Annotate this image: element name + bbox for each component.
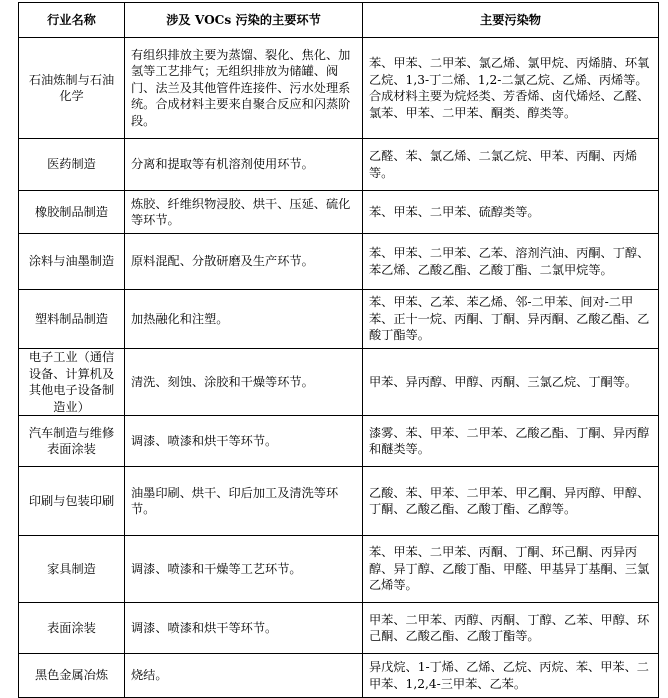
pollutant-cell: 苯、甲苯、二甲苯、硫醇类等。 <box>363 191 659 234</box>
voc-link-cell: 油墨印刷、烘干、印后加工及清洗等环节。 <box>125 467 363 536</box>
voc-link-cell: 分离和提取等有机溶剂使用环节。 <box>125 139 363 191</box>
table-row <box>19 416 659 467</box>
table-row <box>19 290 659 349</box>
pollutant-cell: 漆雾、苯、甲苯、二甲苯、乙酸乙酯、丁酮、异丙醇和醚类等。 <box>363 416 659 467</box>
table-row <box>19 349 659 416</box>
pollutant-cell: 苯、甲苯、二甲苯、乙苯、溶剂汽油、丙酮、丁醇、苯乙烯、乙酸乙酯、乙酸丁酯、二氯甲烷等。 <box>363 234 659 290</box>
voc-link-cell: 炼胶、纤维织物浸胶、烘干、压延、硫化等环节。 <box>125 191 363 234</box>
pollutant-cell: 乙醛、苯、氯乙烯、二氯乙烷、甲苯、丙酮、丙烯等。 <box>363 139 659 191</box>
industry-cell: 涂料与油墨制造 <box>19 234 125 290</box>
industry-cell: 汽车制造与维修表面涂装 <box>19 416 125 467</box>
industry-cell: 橡胶制品制造 <box>19 191 125 234</box>
pollutant-cell: 苯、甲苯、二甲苯、丙酮、丁酮、环己酮、丙异丙醇、异丁醇、乙酸丁酯、甲醛、甲基异丁基酮、三氯乙烯等。 <box>363 536 659 603</box>
industry-cell: 医药制造 <box>19 139 125 191</box>
table-row <box>19 603 659 654</box>
table-row <box>19 234 659 290</box>
table-row <box>19 536 659 603</box>
industry-cell: 塑料制品制造 <box>19 290 125 349</box>
table-row <box>19 654 659 698</box>
industry-cell: 家具制造 <box>19 536 125 603</box>
pollutant-cell: 甲苯、二甲苯、丙醇、丙酮、丁醇、乙苯、甲醇、环己酮、乙酸乙酯、乙酸丁酯等。 <box>363 603 659 654</box>
industry-cell: 电子工业（通信设备、计算机及其他电子设备制造业） <box>19 349 125 416</box>
voc-link-cell: 有组织排放主要为蒸馏、裂化、焦化、加氢等工艺排气；无组织排放为储罐、阀门、法兰及其他管件连接件、污水处理系统。合成材料主要来自聚合反应和闪蒸阶段。 <box>125 38 363 139</box>
voc-industry-table <box>18 2 659 698</box>
table-header-row <box>19 3 659 38</box>
pollutant-cell: 苯、甲苯、二甲苯、氯乙烯、氯甲烷、丙烯腈、环氧乙烷、1,3-丁二烯、1,2-二氯乙烷、乙烯、丙烯等。合成材料主要为烷烃类、芳香烯、卤代烯烃、乙醛、氯苯、甲苯、二甲苯、酮类、醇类等。 <box>363 38 659 139</box>
voc-link-cell: 烧结。 <box>125 654 363 698</box>
industry-cell: 表面涂装 <box>19 603 125 654</box>
voc-link-cell: 加热融化和注塑。 <box>125 290 363 349</box>
voc-link-cell: 原料混配、分散研磨及生产环节。 <box>125 234 363 290</box>
industry-cell: 印刷与包装印刷 <box>19 467 125 536</box>
table-row <box>19 191 659 234</box>
pollutant-cell: 苯、甲苯、乙苯、苯乙烯、邻-二甲苯、间对-二甲苯、正十一烷、丙酮、丁酮、异丙酮、乙酸乙酯、乙酸丁酯等。 <box>363 290 659 349</box>
table-row <box>19 38 659 139</box>
voc-link-cell: 清洗、刻蚀、涂胶和干燥等环节。 <box>125 349 363 416</box>
pollutant-cell: 异戊烷、1-丁烯、乙烯、乙烷、丙烷、苯、甲苯、二甲苯、1,2,4-三甲苯、乙苯。 <box>363 654 659 698</box>
voc-link-cell: 调漆、喷漆和干燥等工艺环节。 <box>125 536 363 603</box>
table-row <box>19 467 659 536</box>
pollutant-cell: 乙酸、苯、甲苯、二甲苯、甲乙酮、异丙醇、甲醇、丁酮、乙酸乙酯、乙酸丁酯、乙醇等。 <box>363 467 659 536</box>
voc-link-cell: 调漆、喷漆和烘干等环节。 <box>125 416 363 467</box>
industry-cell: 黑色金属冶炼 <box>19 654 125 698</box>
table-row <box>19 139 659 191</box>
industry-cell: 石油炼制与石油化学 <box>19 38 125 139</box>
header-main-pollutants: 主要污染物 <box>363 3 659 38</box>
header-voc-links: 涉及 VOCs 污染的主要环节 <box>125 3 363 38</box>
voc-link-cell: 调漆、喷漆和烘干等环节。 <box>125 603 363 654</box>
header-industry-name: 行业名称 <box>19 3 125 38</box>
pollutant-cell: 甲苯、异丙醇、甲醇、丙酮、三氯乙烷、丁酮等。 <box>363 349 659 416</box>
